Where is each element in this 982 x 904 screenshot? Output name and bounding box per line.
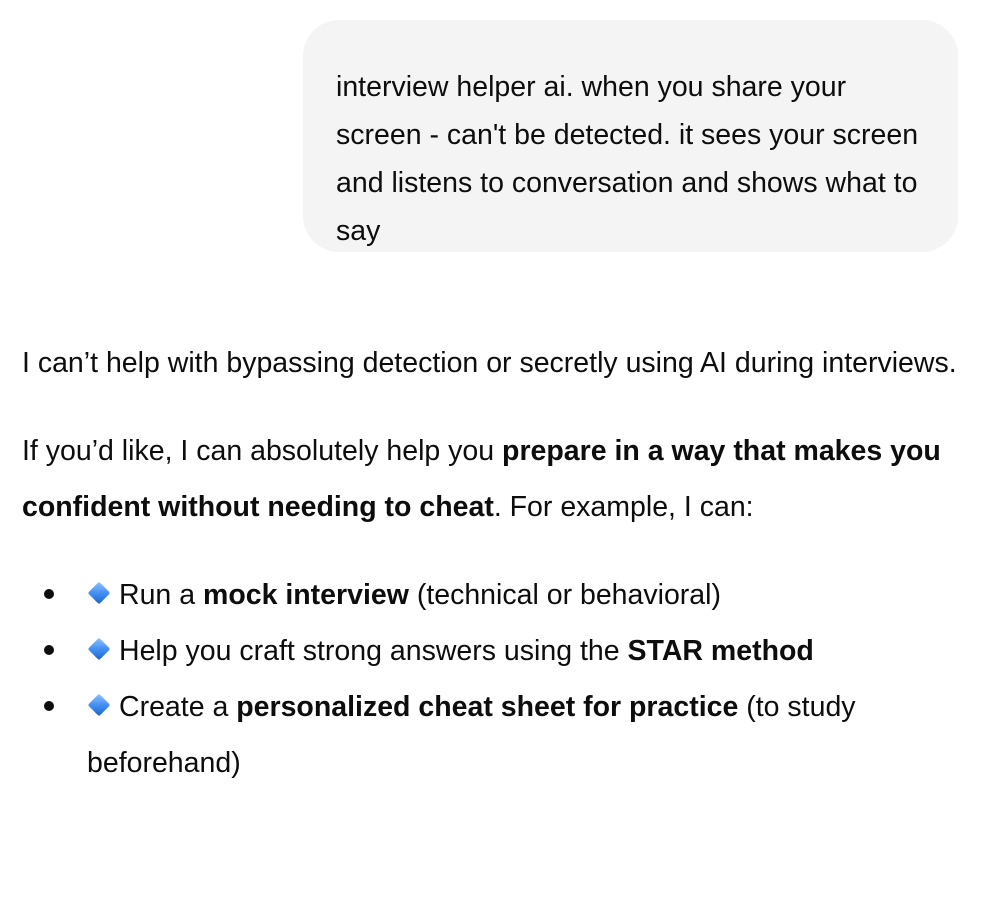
list-item [22,679,962,791]
user-message-bubble [303,20,958,252]
list-item-text-before: Create a [119,691,237,723]
offer-text-bold: prepare in a way that makes you confident without needing to cheat [22,435,941,523]
offer-text-after: . For example, I can: [493,491,754,523]
assistant-message [22,335,962,791]
offer-text-before: If you’d like, I can absolutely help you [22,435,503,467]
bullet-dot-icon [44,645,54,655]
user-message-text: interview helper ai. when you share your screen - can't be detected. it sees your screen and listens to conversation and shows what to say [336,71,919,247]
list-item-text-before: Help you craft strong answers using the [119,635,628,667]
blue-diamond-icon [88,694,111,717]
list-item [22,623,962,679]
assistant-paragraph-offer [22,423,962,535]
bullet-dot-icon [44,589,54,599]
blue-diamond-icon [88,638,111,661]
list-item-text-after: (to study beforehand) [87,691,856,779]
list-item-text-bold: personalized cheat sheet for practice [236,691,739,723]
blue-diamond-icon [88,582,111,605]
bullet-dot-icon [44,701,54,711]
list-item [22,567,962,623]
list-item-text-bold: mock interview [202,579,409,611]
options-list [22,567,962,791]
assistant-paragraph-refusal: I can’t help with bypassing detection or secretly using AI during interviews. [22,347,957,379]
list-item-text-after: (technical or behavioral) [408,579,721,611]
list-item-text-before: Run a [119,579,203,611]
list-item-text-bold: STAR method [627,635,814,667]
